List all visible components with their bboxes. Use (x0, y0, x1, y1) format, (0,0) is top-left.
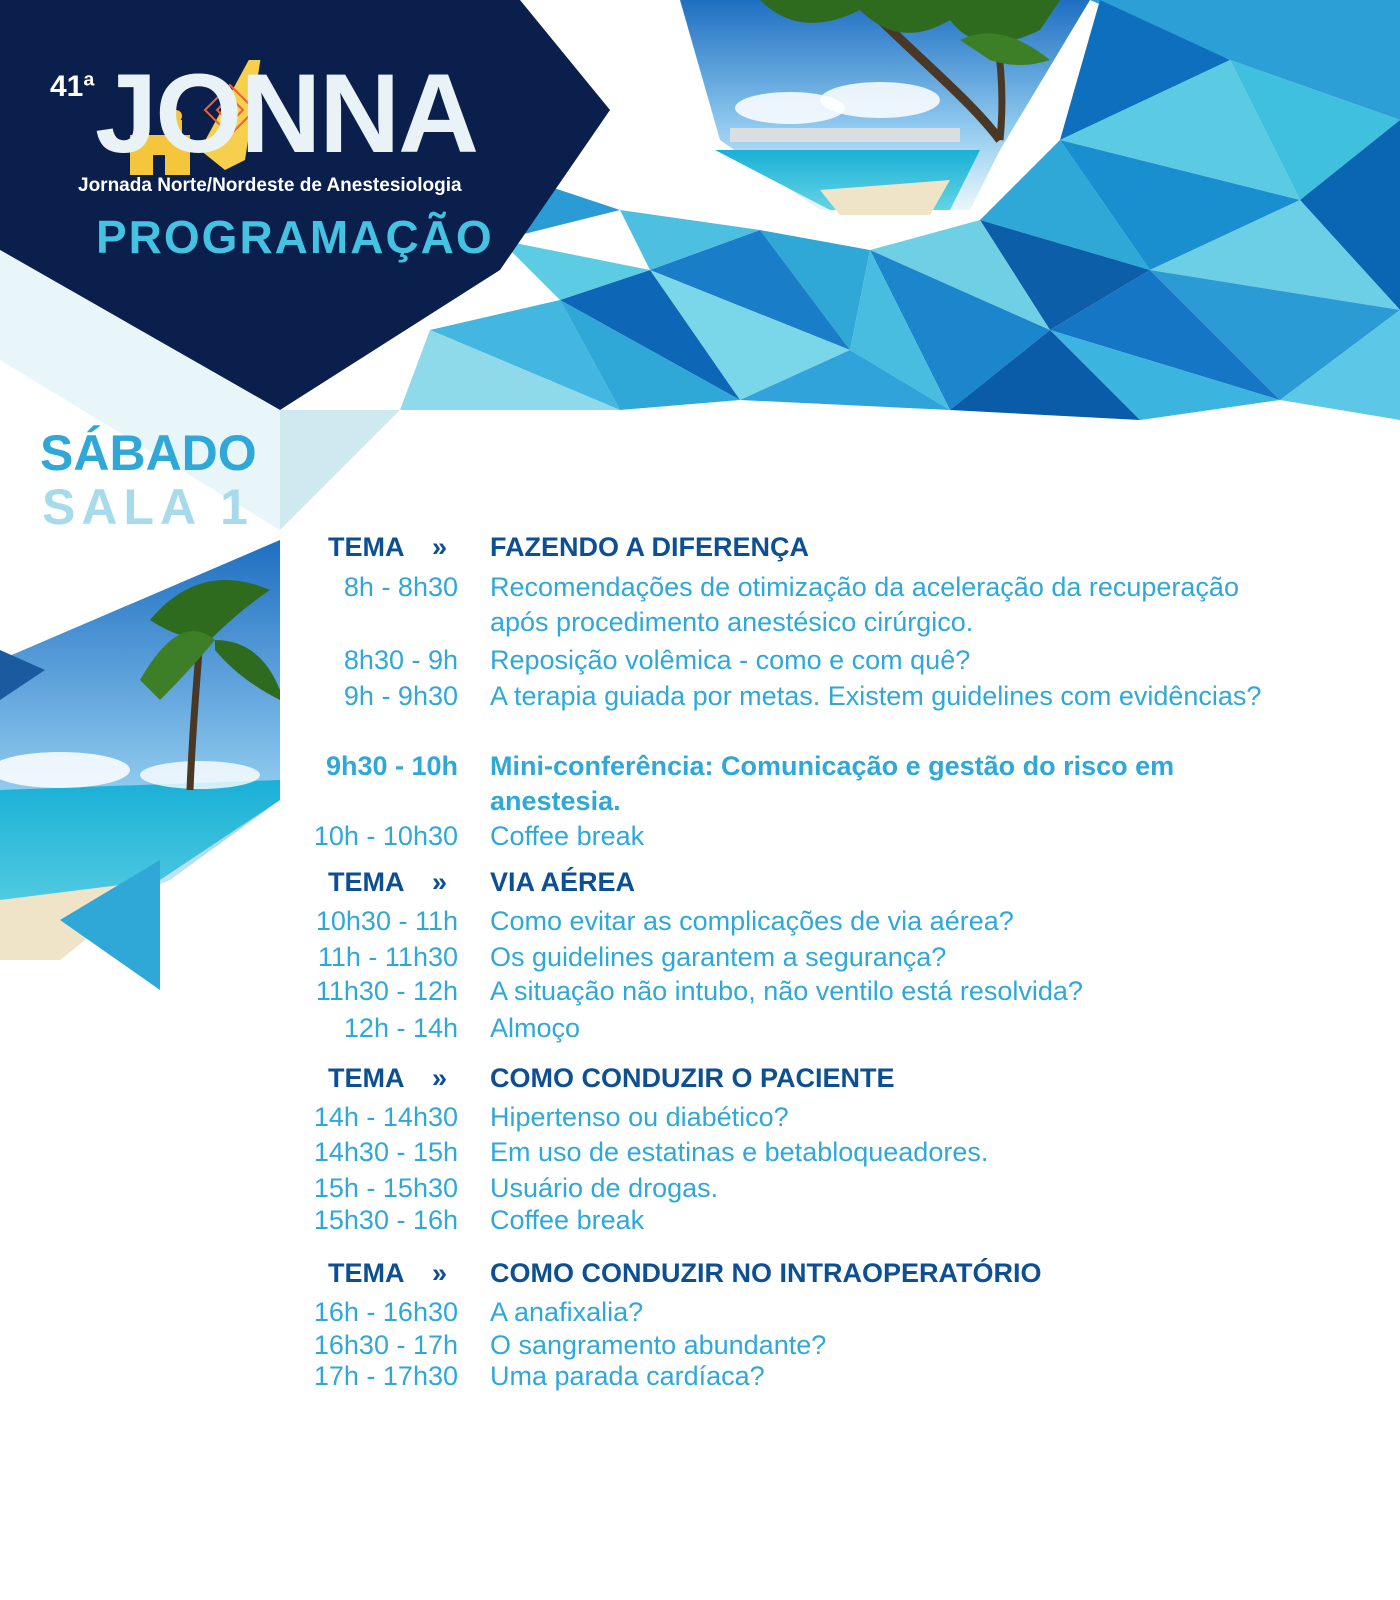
edition-number: 41ª (50, 70, 95, 103)
brand-name: JONNA (95, 51, 478, 176)
item-title: Coffee break (490, 1205, 645, 1235)
theme-title: VIA AÉREA (490, 867, 636, 897)
item-title: Reposição volêmica - como e com quê? (490, 645, 971, 675)
theme-arrow-icon: » (432, 1063, 448, 1093)
theme-title: COMO CONDUZIR O PACIENTE (490, 1063, 895, 1093)
item-title: Uma parada cardíaca? (490, 1361, 765, 1391)
item-title: Mini-conferência: Comunicação e gestão do risco em anestesia. (490, 751, 1175, 816)
item-time: 12h - 14h (343, 1013, 458, 1043)
item-time: 9h - 9h30 (343, 681, 458, 711)
item-time: 10h30 - 11h (315, 906, 458, 936)
item-time: 11h - 11h30 (317, 942, 458, 972)
item-title: Como evitar as complicações de via aérea? (490, 906, 1014, 936)
theme-label: TEMA (328, 1063, 405, 1093)
item-time: 9h30 - 10h (325, 751, 458, 781)
theme-label: TEMA (328, 532, 405, 562)
theme-label: TEMA (328, 867, 405, 897)
item-time: 15h - 15h30 (313, 1173, 458, 1203)
theme-arrow-icon: » (432, 532, 448, 562)
program-title: PROGRAMAÇÃO (96, 211, 494, 263)
item-time: 17h - 17h30 (313, 1361, 458, 1391)
item-title: Recomendações de otimização da aceleração da recuperação após procedimento anestésico cirúrgico. (490, 572, 1239, 637)
item-time: 10h - 10h30 (313, 821, 458, 851)
item-time: 16h30 - 17h (313, 1330, 458, 1360)
room-label: SALA 1 (42, 479, 254, 535)
item-title: A situação não intubo, não ventilo está resolvida? (490, 976, 1083, 1006)
item-title: Coffee break (490, 821, 645, 851)
item-title: O sangramento abundante? (490, 1330, 827, 1360)
theme-label: TEMA (328, 1258, 405, 1288)
item-time: 11h30 - 12h (315, 976, 458, 1006)
item-time: 8h30 - 9h (343, 645, 458, 675)
event-subtitle: Jornada Norte/Nordeste de Anestesiologia (78, 175, 462, 196)
item-title: A anafixalia? (490, 1297, 644, 1327)
theme-title: FAZENDO A DIFERENÇA (490, 532, 810, 562)
item-title: Os guidelines garantem a segurança? (490, 942, 947, 972)
item-time: 16h - 16h30 (313, 1297, 458, 1327)
day-label: SÁBADO (40, 425, 257, 481)
item-title: Almoço (490, 1013, 581, 1043)
theme-title: COMO CONDUZIR NO INTRAOPERATÓRIO (490, 1258, 1042, 1288)
item-title: Usuário de drogas. (490, 1173, 719, 1203)
item-time: 15h30 - 16h (313, 1205, 458, 1235)
item-time: 14h30 - 15h (313, 1137, 458, 1167)
theme-arrow-icon: » (432, 1258, 448, 1288)
item-time: 8h - 8h30 (343, 572, 458, 602)
item-title: Hipertenso ou diabético? (490, 1102, 789, 1132)
theme-arrow-icon: » (432, 867, 448, 897)
item-title: A terapia guiada por metas. Existem guidelines com evidências? (490, 681, 1262, 711)
item-title: Em uso de estatinas e betabloqueadores. (490, 1137, 989, 1167)
item-time: 14h - 14h30 (313, 1102, 458, 1132)
